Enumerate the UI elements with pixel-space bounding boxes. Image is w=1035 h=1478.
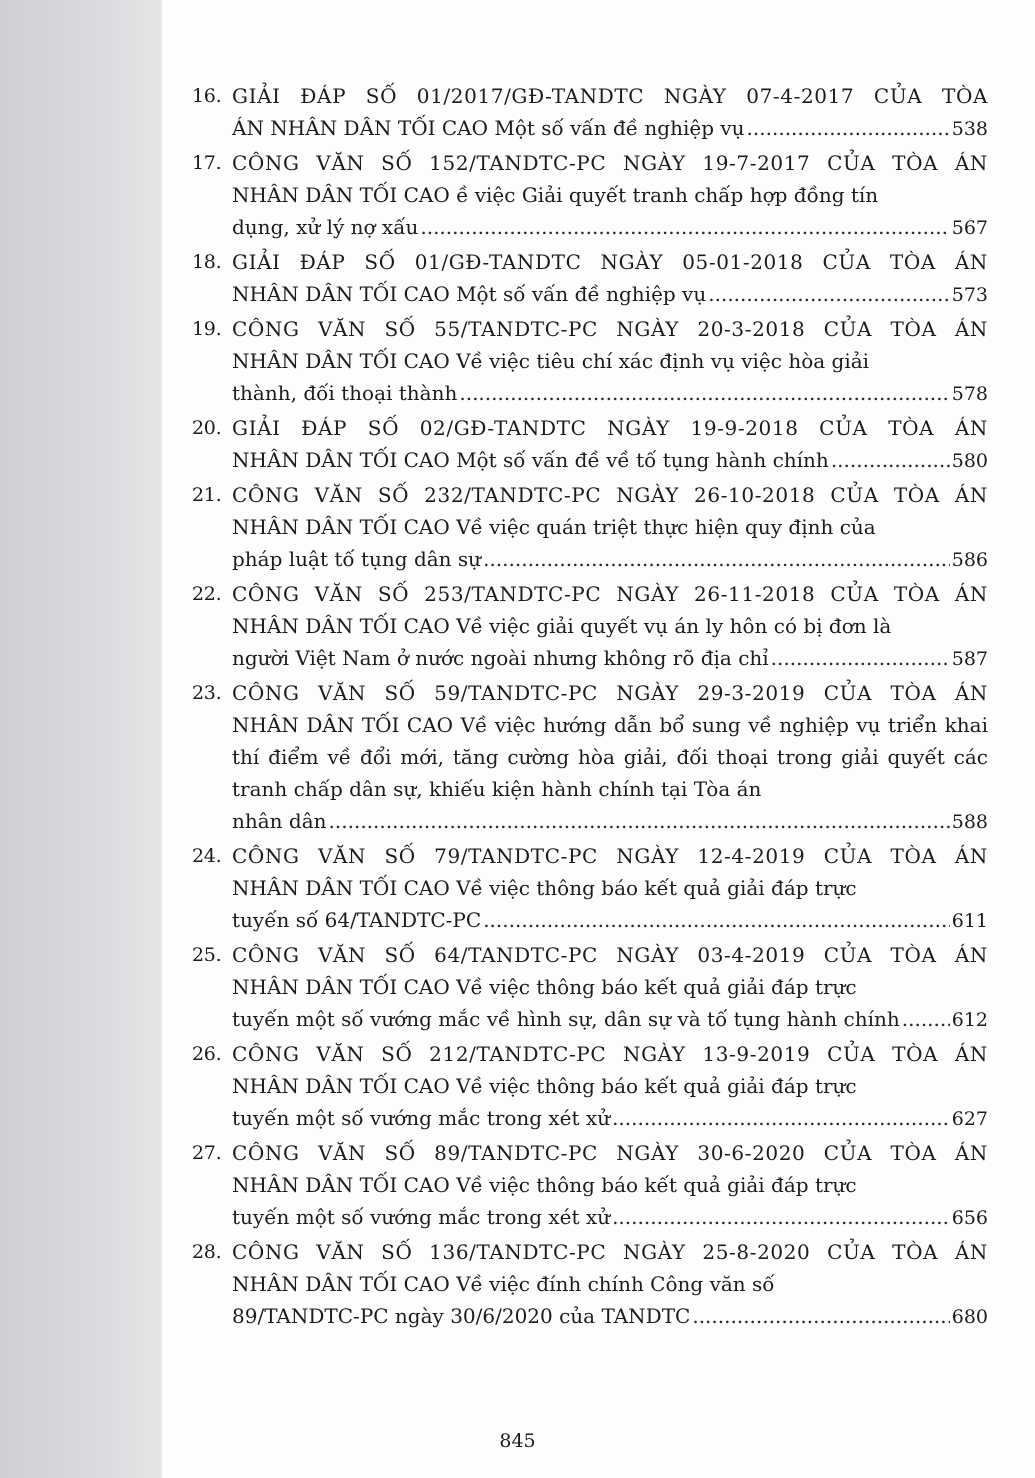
toc-entry-number: 17.: [192, 152, 222, 174]
toc-entry-17[interactable]: [192, 147, 988, 244]
dot-leader: [747, 112, 950, 144]
toc-entry-heading: CÔNG VĂN SỐ 89/TANDTC-PC NGÀY 30-6-2020 CỦA TÒA ÁN: [232, 1141, 988, 1165]
toc-entry-title-end: pháp luật tố tụng dân sự: [232, 547, 482, 571]
toc-entry-body: NHÂN DÂN TỐI CAO Về việc thông báo kết quả giải đáp trực: [232, 1173, 857, 1197]
toc-entry-28[interactable]: [192, 1236, 988, 1333]
dot-leader: [692, 1300, 949, 1332]
toc-entry-title-end: tuyến một số vướng mắc trong xét xử: [232, 1106, 611, 1130]
toc-entry-number: 16.: [192, 85, 222, 107]
toc-entry-18[interactable]: [192, 246, 988, 311]
toc-entry-body: NHÂN DÂN TỐI CAO Về việc hướng dẫn bổ sung về nghiệp vụ triển khai thí điểm về đổi mới, tăng cường hòa giải, đối thoại trong giải quyết các tranh chấp dân sự, khiếu kiện hành chính tại Tòa án: [232, 713, 988, 801]
toc-entry-last-line: [232, 112, 988, 145]
toc-entry-heading: GIẢI ĐÁP SỐ 02/GĐ-TANDTC NGÀY 19-9-2018 CỦA TÒA ÁN: [232, 416, 988, 440]
dot-leader: [708, 278, 949, 310]
toc-entry-title-end: 89/TANDTC-PC ngày 30/6/2020 của TANDTC: [232, 1304, 691, 1328]
toc-entry-number: 22.: [192, 583, 222, 605]
toc-entry-last-line: [232, 642, 988, 675]
toc-entry-23[interactable]: [192, 677, 988, 838]
toc-entry-heading: CÔNG VĂN SỐ 232/TANDTC-PC NGÀY 26-10-2018 CỦA TÒA ÁN: [232, 483, 988, 507]
dot-leader: [831, 444, 950, 476]
toc-entry-last-line: [232, 1003, 988, 1036]
toc-entry-title-end: dụng, xử lý nợ xấu: [232, 215, 419, 239]
toc-entry-heading: GIẢI ĐÁP SỐ 01/2017/GĐ-TANDTC NGÀY 07-4-2017 CỦA TÒA: [232, 84, 988, 108]
toc-entry-heading: CÔNG VĂN SỐ 59/TANDTC-PC NGÀY 29-3-2019 CỦA TÒA ÁN: [232, 681, 988, 705]
dot-leader: [612, 1102, 950, 1134]
toc-entry-page: 567: [951, 217, 988, 239]
toc-entry-number: 23.: [192, 682, 222, 704]
toc-entry-page: 573: [951, 284, 988, 306]
toc-entry-title-end: NHÂN DÂN TỐI CAO Một số vấn đề về tố tụng hành chính: [232, 448, 829, 472]
toc-entry-title-end: ÁN NHÂN DÂN TỐI CAO Một số vấn đề nghiệp vụ: [232, 116, 745, 140]
toc-entry-body: NHÂN DÂN TỐI CAO Về việc quán triệt thực hiện quy định của: [232, 515, 876, 539]
toc-entry-number: 18.: [192, 251, 222, 273]
toc-entry-heading: CÔNG VĂN SỐ 253/TANDTC-PC NGÀY 26-11-2018 CỦA TÒA ÁN: [232, 582, 988, 606]
toc-entry-24[interactable]: [192, 840, 988, 937]
toc-entry-page: 586: [951, 549, 988, 571]
toc-entry-title-end: tuyến một số vướng mắc về hình sự, dân sự và tố tụng hành chính: [232, 1007, 900, 1031]
page-number: 845: [499, 1430, 536, 1452]
toc-entry-25[interactable]: [192, 939, 988, 1036]
toc-entry-body: NHÂN DÂN TỐI CAO Về việc thông báo kết quả giải đáp trực: [232, 1074, 857, 1098]
toc-entry-title-end: tuyến một số vướng mắc trong xét xử: [232, 1205, 611, 1229]
toc-entry-last-line: [232, 1201, 988, 1234]
toc-entry-page: 612: [951, 1009, 988, 1031]
toc-entry-last-line: [232, 543, 988, 576]
toc-entry-number: 19.: [192, 318, 222, 340]
toc-entry-page: 588: [951, 811, 988, 833]
dot-leader: [771, 642, 950, 674]
dot-leader: [483, 543, 950, 575]
toc-entry-22[interactable]: [192, 578, 988, 675]
toc-entry-number: 20.: [192, 417, 222, 439]
toc-entry-number: 21.: [192, 484, 222, 506]
toc-entry-number: 28.: [192, 1241, 222, 1263]
dot-leader: [420, 211, 949, 243]
toc-entry-page: 656: [951, 1207, 988, 1229]
toc-entry-last-line: [232, 377, 988, 410]
toc-entry-number: 27.: [192, 1142, 222, 1164]
dot-leader: [483, 904, 950, 936]
toc-entry-number: 24.: [192, 845, 222, 867]
dot-leader: [902, 1003, 950, 1035]
toc-entry-page: 587: [951, 648, 988, 670]
toc-entry-last-line: [232, 904, 988, 937]
toc-entry-27[interactable]: [192, 1137, 988, 1234]
toc-entry-heading: CÔNG VĂN SỐ 55/TANDTC-PC NGÀY 20-3-2018 CỦA TÒA ÁN: [232, 317, 988, 341]
scan-gutter: [0, 0, 162, 1478]
toc-entry-page: 627: [951, 1108, 988, 1130]
toc-entry-last-line: [232, 1102, 988, 1135]
toc-entry-heading: CÔNG VĂN SỐ 212/TANDTC-PC NGÀY 13-9-2019 CỦA TÒA ÁN: [232, 1042, 988, 1066]
toc-entry-page: 538: [951, 118, 988, 140]
toc-entry-last-line: [232, 1300, 988, 1333]
toc-entry-body: NHÂN DÂN TỐI CAO Về việc tiêu chí xác định vụ việc hòa giải: [232, 349, 870, 373]
toc-entry-21[interactable]: [192, 479, 988, 576]
toc-entry-body: NHÂN DÂN TỐI CAO ề việc Giải quyết tranh chấp hợp đồng tín: [232, 183, 879, 207]
dot-leader: [459, 377, 949, 409]
toc-entry-heading: CÔNG VĂN SỐ 152/TANDTC-PC NGÀY 19-7-2017 CỦA TÒA ÁN: [232, 151, 988, 175]
toc-entry-page: 578: [951, 383, 988, 405]
toc-entry-body: NHÂN DÂN TỐI CAO Về việc giải quyết vụ án ly hôn có bị đơn là: [232, 614, 892, 638]
toc-entry-page: 611: [951, 910, 988, 932]
toc-entry-20[interactable]: [192, 412, 988, 477]
toc-entry-title-end: NHÂN DÂN TỐI CAO Một số vấn đề nghiệp vụ: [232, 282, 707, 306]
toc-entry-last-line: [232, 278, 988, 311]
toc-entry-heading: CÔNG VĂN SỐ 64/TANDTC-PC NGÀY 03-4-2019 CỦA TÒA ÁN: [232, 943, 988, 967]
toc-entry-last-line: [232, 211, 988, 244]
toc-entry-last-line: [232, 444, 988, 477]
dot-leader: [329, 805, 950, 837]
table-of-contents: [192, 80, 988, 1335]
toc-entry-body: NHÂN DÂN TỐI CAO Về việc thông báo kết quả giải đáp trực: [232, 876, 857, 900]
toc-entry-26[interactable]: [192, 1038, 988, 1135]
dot-leader: [612, 1201, 950, 1233]
toc-entry-heading: GIẢI ĐÁP SỐ 01/GĐ-TANDTC NGÀY 05-01-2018 CỦA TÒA ÁN: [232, 250, 988, 274]
toc-entry-body: NHÂN DÂN TỐI CAO Về việc đính chính Công văn số: [232, 1272, 775, 1296]
toc-entry-last-line: [232, 805, 988, 838]
toc-entry-number: 26.: [192, 1043, 222, 1065]
toc-entry-heading: CÔNG VĂN SỐ 136/TANDTC-PC NGÀY 25-8-2020 CỦA TÒA ÁN: [232, 1240, 988, 1264]
toc-entry-number: 25.: [192, 944, 222, 966]
toc-entry-title-end: người Việt Nam ở nước ngoài nhưng không rõ địa chỉ: [232, 646, 769, 670]
toc-entry-title-end: thành, đối thoại thành: [232, 381, 458, 405]
toc-entry-title-end: nhân dân: [232, 809, 327, 833]
toc-entry-heading: CÔNG VĂN SỐ 79/TANDTC-PC NGÀY 12-4-2019 CỦA TÒA ÁN: [232, 844, 988, 868]
toc-entry-16[interactable]: [192, 80, 988, 145]
toc-entry-page: 580: [951, 450, 988, 472]
toc-entry-19[interactable]: [192, 313, 988, 410]
toc-entry-body: NHÂN DÂN TỐI CAO Về việc thông báo kết quả giải đáp trực: [232, 975, 857, 999]
toc-entry-title-end: tuyến số 64/TANDTC-PC: [232, 908, 482, 932]
toc-entry-page: 680: [951, 1306, 988, 1328]
